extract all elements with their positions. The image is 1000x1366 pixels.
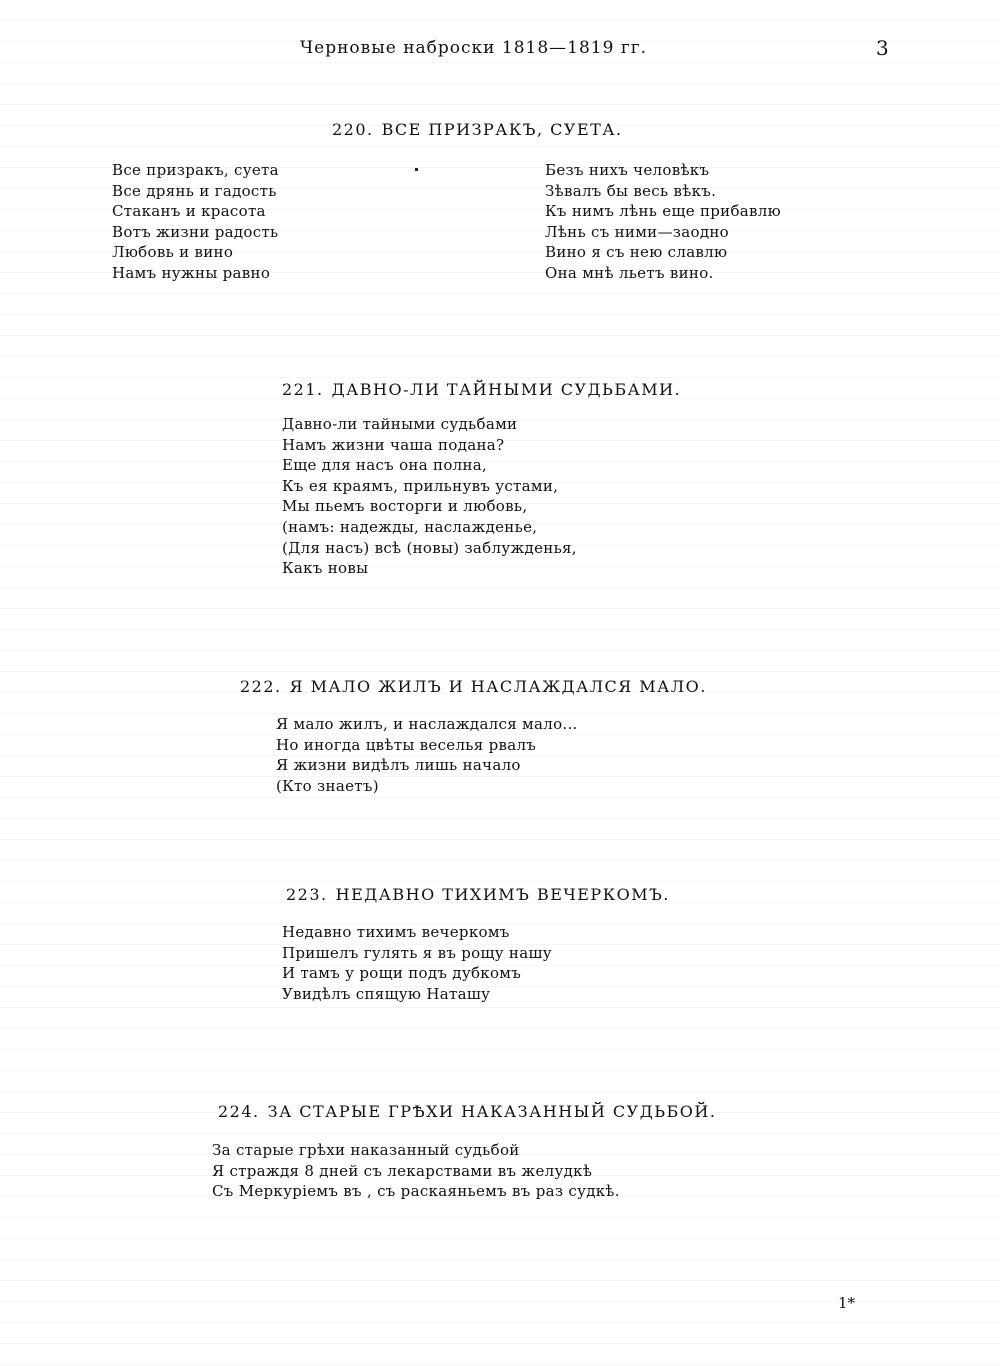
poem-221-body — [282, 414, 577, 579]
poem-223-body — [282, 922, 552, 1004]
poem-line: Давно-ли тайными судьбами — [282, 415, 518, 433]
poem-line: (намъ: надежды, наслажденье, — [282, 517, 538, 536]
poem-number: 224. — [218, 1102, 260, 1121]
poem-line: Вотъ жизни радость — [112, 222, 279, 241]
poem-line: Зѣвалъ бы весь вѣкъ. — [545, 181, 717, 200]
poem-line: Съ Меркуріемъ въ , съ раскаяньемъ въ раз судкѣ. — [212, 1182, 620, 1201]
stray-mark — [415, 168, 418, 171]
poem-title-223 — [286, 885, 670, 904]
poem-line: Намъ жизни чаша подана? — [282, 435, 505, 454]
poem-line: Она мнѣ льетъ вино. — [545, 263, 714, 282]
poem-line: Все дрянь и гадость — [112, 181, 277, 200]
poem-line: Намъ нужны равно — [112, 263, 271, 282]
poem-line: (Кто знаетъ) — [276, 776, 379, 795]
poem-title-220 — [332, 120, 623, 139]
poem-title-text: Я МАЛО ЖИЛЪ И НАСЛАЖДАЛСЯ МАЛО. — [289, 677, 707, 696]
poem-line: Къ ея краямъ, прильнувъ устами, — [282, 476, 559, 495]
poem-line: Я страждя 8 дней съ лекарствами въ желудкѣ — [212, 1161, 593, 1180]
poem-222-body — [276, 714, 578, 796]
poem-line: Но иногда цвѣты веселья рвалъ — [276, 735, 537, 754]
poem-number: 223. — [286, 885, 328, 904]
poem-line: (Для насъ) всѣ (новы) заблужденья, — [282, 538, 577, 557]
poem-line: Я мало жилъ, и наслаждался мало... — [276, 715, 578, 733]
poem-number: 222. — [240, 677, 282, 696]
poem-line: Любовь и вино — [112, 243, 234, 262]
poem-title-text: НЕДАВНО ТИХИМЪ ВЕЧЕРКОМЪ. — [335, 885, 670, 904]
running-head: Черновые наброски 1818—1819 гг. — [300, 38, 648, 58]
poem-line: Какъ новы — [282, 559, 369, 578]
poem-line: Еще для насъ она полна, — [282, 456, 488, 475]
poem-line: Къ нимъ лѣнь еще прибавлю — [545, 202, 781, 221]
poem-224-body — [212, 1140, 620, 1202]
poem-line: И тамъ у рощи подъ дубкомъ — [282, 964, 522, 983]
signature-mark: 1* — [838, 1294, 856, 1312]
poem-line: Все призракъ, суета — [112, 161, 279, 179]
poem-line: Стаканъ и красота — [112, 202, 266, 221]
poem-title-text: ЗА СТАРЫЕ ГРѢХИ НАКАЗАННЫЙ СУДЬБОЙ. — [267, 1102, 717, 1121]
page-number: 3 — [876, 36, 889, 60]
poem-line: Недавно тихимъ вечеркомъ — [282, 923, 510, 941]
poem-title-222 — [240, 677, 707, 696]
poem-number: 220. — [332, 120, 374, 139]
poem-line: Я жизни видѣлъ лишь начало — [276, 756, 521, 775]
poem-line: Лѣнь съ ними—заодно — [545, 222, 729, 241]
poem-title-text: ВСЕ ПРИЗРАКЪ, СУЕТА. — [381, 120, 623, 139]
poem-line: Пришелъ гулять я въ рощу нашу — [282, 943, 552, 962]
poem-title-224 — [218, 1102, 716, 1121]
poem-line: Вино я съ нею славлю — [545, 243, 728, 262]
poem-line: Безъ нихъ человѣкъ — [545, 161, 710, 179]
poem-title-221 — [282, 380, 681, 399]
poem-line: Увидѣлъ спящую Наташу — [282, 984, 491, 1003]
poem-number: 221. — [282, 380, 324, 399]
poem-220-right-column — [545, 160, 781, 284]
poem-line: Мы пьемъ восторги и любовь, — [282, 497, 528, 516]
poem-line: За старые грѣхи наказанный судьбой — [212, 1141, 520, 1159]
poem-220-left-column — [112, 160, 279, 284]
poem-title-text: ДАВНО-ЛИ ТАЙНЫМИ СУДЬБАМИ. — [331, 380, 682, 399]
